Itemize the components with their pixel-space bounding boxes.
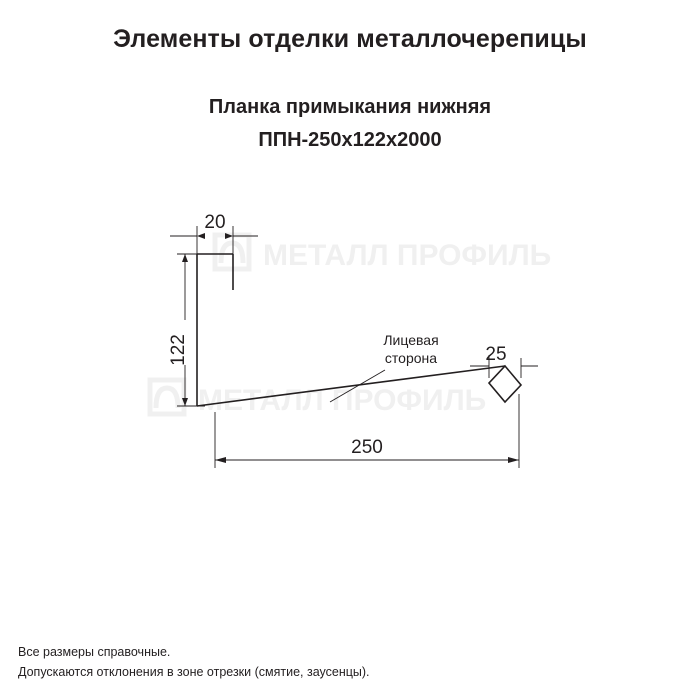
technical-drawing	[0, 180, 700, 510]
footer-notes	[18, 643, 370, 682]
product-code: ППН-250х122х2000	[258, 129, 442, 151]
dimension-label-25: 25	[485, 344, 507, 365]
watermark-logo-top	[215, 235, 551, 272]
watermark-text-top: МЕТАЛЛ ПРОФИЛЬ	[263, 239, 552, 272]
footer-line-1: Все размеры справочные.	[18, 645, 171, 660]
annotation-face-side-line2: сторона	[384, 350, 438, 366]
watermark-text-bottom: МЕТАЛЛ ПРОФИЛЬ	[198, 384, 487, 417]
annotation-face-side-line1: Лицевая	[383, 332, 439, 348]
dimension-label-250: 250	[351, 437, 383, 458]
drawing-svg	[0, 180, 700, 510]
title-block	[0, 24, 700, 154]
watermark-logo-bottom	[150, 380, 486, 417]
footer-line-2: Допускаются отклонения в зоне отрезки (смятие, заусенцы).	[18, 664, 370, 679]
page-title: Элементы отделки металлочерепицы	[113, 25, 587, 53]
dimension-label-122: 122	[168, 334, 189, 366]
dimension-label-20: 20	[204, 212, 226, 233]
product-name: Планка примыкания нижняя	[208, 96, 492, 118]
